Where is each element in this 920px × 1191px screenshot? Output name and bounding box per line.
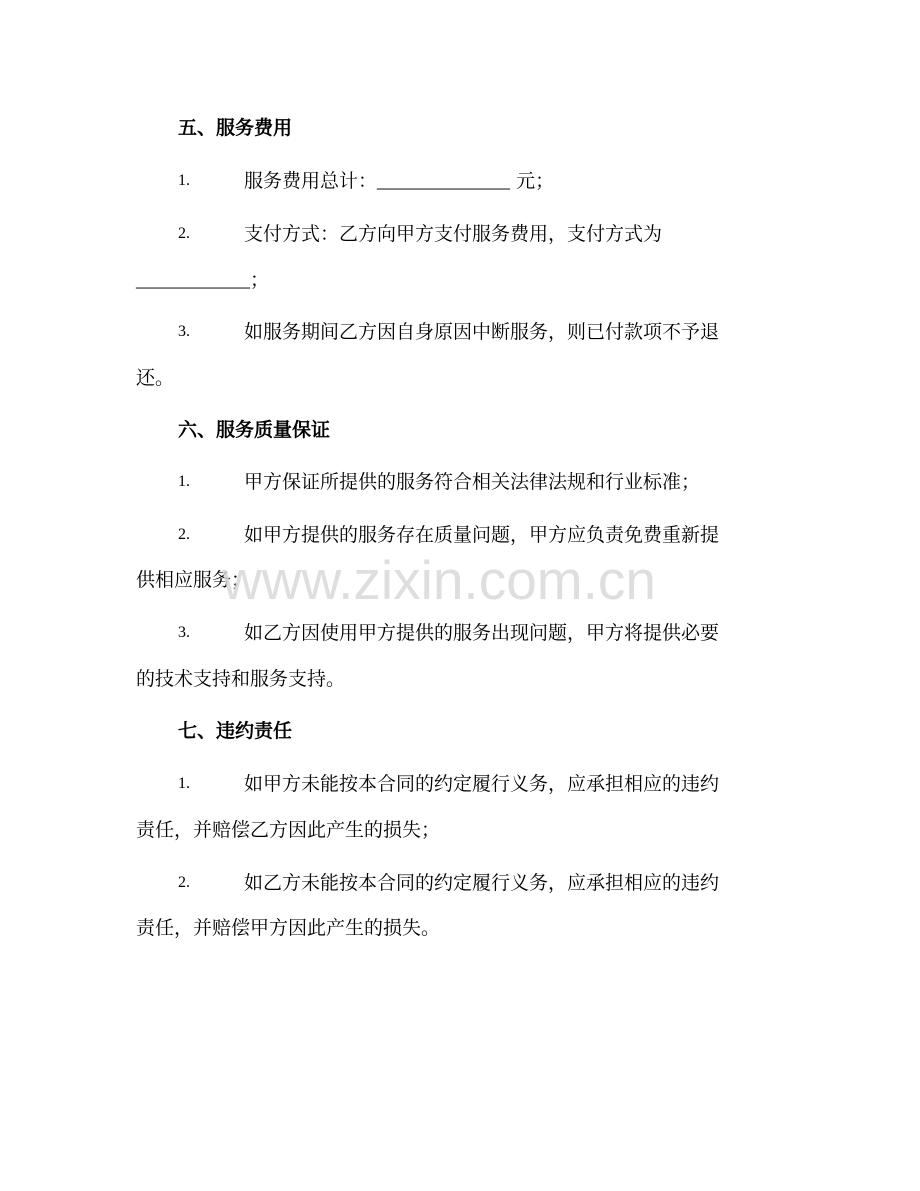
clause-punctuation: ； <box>250 269 270 291</box>
clause-text: 如服务期间乙方因自身原因中断服务，则已付款项不予退 <box>244 321 720 343</box>
clause-text: 如乙方未能按本合同的约定履行义务，应承担相应的违约 <box>244 872 720 894</box>
clause-text-continued <box>136 268 269 293</box>
clause-number: 2. <box>178 526 190 543</box>
fill-in-blank: ______________ <box>377 171 511 192</box>
clause-text-continued: 还。 <box>136 367 175 389</box>
clause-number: 1. <box>178 172 190 189</box>
clause-text-continued: 的技术支持和服务支持。 <box>136 668 346 690</box>
clause-number: 1. <box>178 775 190 792</box>
section-heading-7: 七、违约责任 <box>178 720 293 742</box>
clause-text: 支付方式：乙方向甲方支付服务费用，支付方式为 <box>244 223 663 245</box>
clause-text: 如乙方因使用甲方提供的服务出现问题，甲方将提供必要 <box>244 622 720 644</box>
clause-text-continued: 责任，并赔偿乙方因此产生的损失； <box>136 819 441 841</box>
clause-label: 服务费用总计： <box>244 170 378 192</box>
watermark: www.zixin.com.cn <box>222 549 656 611</box>
clause-unit: 元； <box>516 170 555 192</box>
clause-text: 如甲方提供的服务存在质量问题，甲方应负责免费重新提 <box>244 524 720 546</box>
clause-text-continued: 责任，并赔偿甲方因此产生的损失。 <box>136 917 441 939</box>
clause-number: 1. <box>178 473 190 490</box>
fill-in-blank: ____________ <box>136 270 250 291</box>
clause-number: 2. <box>178 874 190 891</box>
clause-text: 如甲方未能按本合同的约定履行义务，应承担相应的违约 <box>244 773 720 795</box>
section-heading-6: 六、服务质量保证 <box>178 419 331 441</box>
clause-text: 甲方保证所提供的服务符合相关法律法规和行业标准； <box>244 471 701 493</box>
clause-text <box>244 169 554 194</box>
clause-text-continued: 供相应服务； <box>136 569 251 591</box>
clause-number: 3. <box>178 624 190 641</box>
clause-number: 3. <box>178 323 190 340</box>
section-heading-5: 五、服务费用 <box>178 117 293 139</box>
clause-number: 2. <box>178 225 190 242</box>
